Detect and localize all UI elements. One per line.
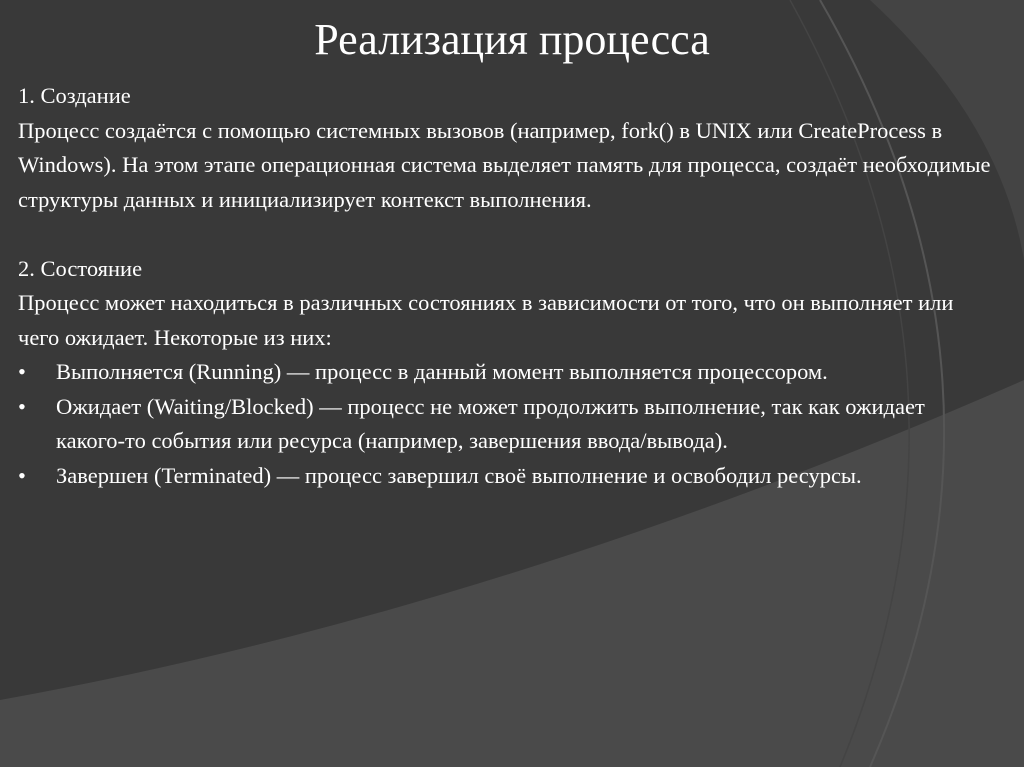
list-item (18, 390, 976, 459)
state-list (18, 355, 1018, 493)
list-item-text: Завершен (Terminated) — процесс завершил своё выполнение и освободил ресурсы. (56, 462, 862, 488)
list-item (18, 355, 886, 390)
section-heading-state: 2. Состояние (18, 255, 143, 281)
list-item-text: Ожидает (Waiting/Blocked) — процесс не может продолжить выполнение, так как ожидает какого-то события или ресурса (например, завершения ввода/вывода). (56, 393, 925, 453)
bullet-icon: • (18, 462, 26, 488)
list-item (18, 459, 1006, 494)
section-text-state: Процесс может находиться в различных состояниях в зависимости от того, что он выполняет или чего ожидает. Некоторые из них: (18, 290, 954, 350)
slide-title: Реализация процесса (314, 15, 710, 64)
bullet-icon: • (18, 359, 26, 384)
section-heading-creation: 1. Создание (18, 83, 131, 108)
section-text-creation: Процесс создаётся с помощью системных вызовов (например, fork() в UNIX или CreateProcess в Windows). На этом этапе операционная система выделяет память для процесса, создаёт необходимые структуры данных и инициализирует контекст выполнения. (18, 117, 991, 212)
slide-body (18, 79, 1018, 493)
list-item-text: Выполняется (Running) — процесс в данный момент выполняется процессором. (56, 359, 828, 384)
bullet-icon: • (18, 393, 26, 419)
